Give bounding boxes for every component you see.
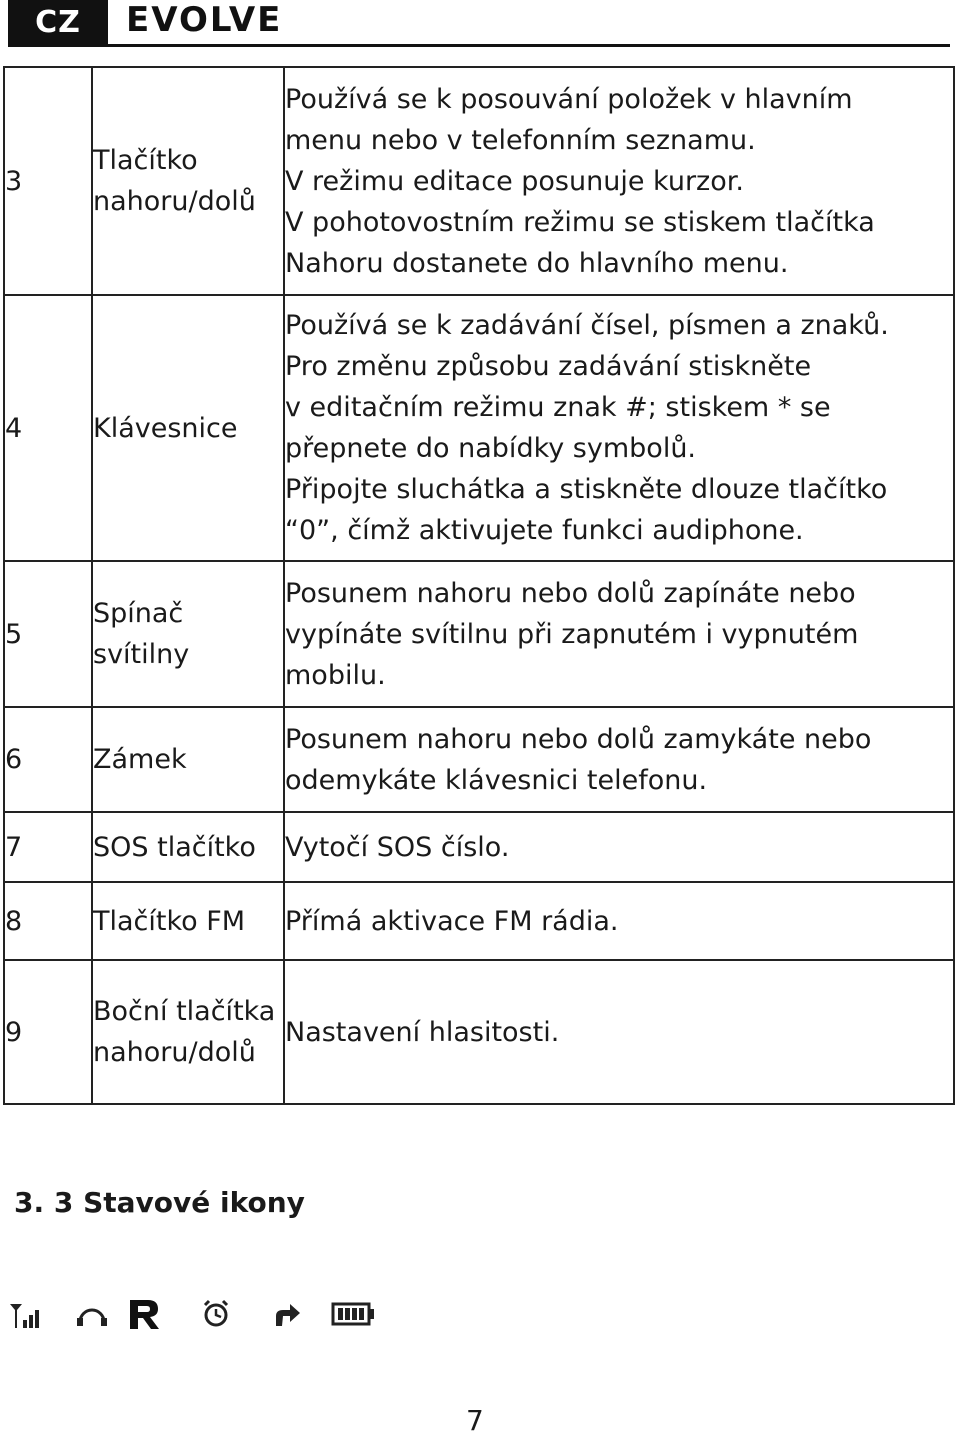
table-row <box>4 882 954 960</box>
section-heading: 3. 3 Stavové ikony <box>14 1186 305 1219</box>
table-row <box>4 295 954 561</box>
row-number: 6 <box>4 707 92 812</box>
description-line: Posunem nahoru nebo dolů zapínáte nebo <box>285 577 856 609</box>
table-row <box>4 812 954 882</box>
headset-icon <box>72 1296 112 1332</box>
description-line: Používá se k posouvání položek v hlavním <box>285 83 853 115</box>
call-forward-icon <box>266 1296 306 1332</box>
control-name: Spínač svítilny <box>92 561 284 707</box>
description-line: Nahoru dostanete do hlavního menu. <box>285 247 789 279</box>
alarm-clock-icon <box>196 1296 236 1332</box>
roaming-icon <box>126 1296 166 1332</box>
control-description <box>284 812 954 882</box>
description-line: Používá se k zadávání čísel, písmen a znaků. <box>285 310 889 341</box>
page-number: 7 <box>466 1404 484 1437</box>
language-badge: CZ <box>8 0 108 44</box>
control-name: Tlačítko FM <box>92 882 284 960</box>
table-row <box>4 561 954 707</box>
row-number: 4 <box>4 295 92 561</box>
page-header <box>8 0 950 46</box>
description-line: Pro změnu způsobu zadávání stiskněte <box>285 351 812 382</box>
table-row <box>4 960 954 1104</box>
description-line: Posunem nahoru nebo dolů zamykáte nebo <box>285 723 872 755</box>
row-number: 7 <box>4 812 92 882</box>
description-line: Přímá aktivace FM rádia. <box>285 905 619 937</box>
description-line: odemykáte klávesnici telefonu. <box>285 764 708 796</box>
table-row <box>4 707 954 812</box>
control-name: SOS tlačítko <box>92 812 284 882</box>
control-description <box>284 882 954 960</box>
control-name: Tlačítko nahoru/dolů <box>92 67 284 295</box>
description-line: Vytočí SOS číslo. <box>285 831 510 863</box>
control-description <box>284 960 954 1104</box>
control-name: Klávesnice <box>92 295 284 561</box>
control-description <box>284 561 954 707</box>
description-line: V režimu editace posunuje kurzor. <box>285 165 744 197</box>
table-row <box>4 67 954 295</box>
description-line: Připojte sluchátka a stiskněte dlouze tlačítko <box>285 474 888 505</box>
description-line: mobilu. <box>285 659 386 691</box>
description-line: V pohotovostním režimu se stiskem tlačítka <box>285 206 875 238</box>
brand-logo: EVOLVE <box>126 0 283 40</box>
description-line: “0”, čímž aktivujete funkci audiphone. <box>285 515 804 546</box>
control-description <box>284 67 954 295</box>
row-number: 9 <box>4 960 92 1104</box>
control-name: Zámek <box>92 707 284 812</box>
control-description <box>284 295 954 561</box>
battery-icon <box>330 1296 376 1332</box>
control-description <box>284 707 954 812</box>
header-divider <box>8 44 950 47</box>
row-number: 3 <box>4 67 92 295</box>
description-line: vypínáte svítilnu při zapnutém i vypnutém <box>285 618 859 650</box>
description-line: přepnete do nabídky symbolů. <box>285 433 697 464</box>
row-number: 8 <box>4 882 92 960</box>
row-number: 5 <box>4 561 92 707</box>
description-line: Nastavení hlasitosti. <box>285 1016 560 1048</box>
description-line: v editačním režimu znak #; stiskem * se <box>285 392 831 423</box>
controls-table <box>3 66 955 1105</box>
description-line: menu nebo v telefonním seznamu. <box>285 124 756 156</box>
signal-icon <box>8 1296 48 1332</box>
control-name: Boční tlačítka nahoru/dolů <box>92 960 284 1104</box>
